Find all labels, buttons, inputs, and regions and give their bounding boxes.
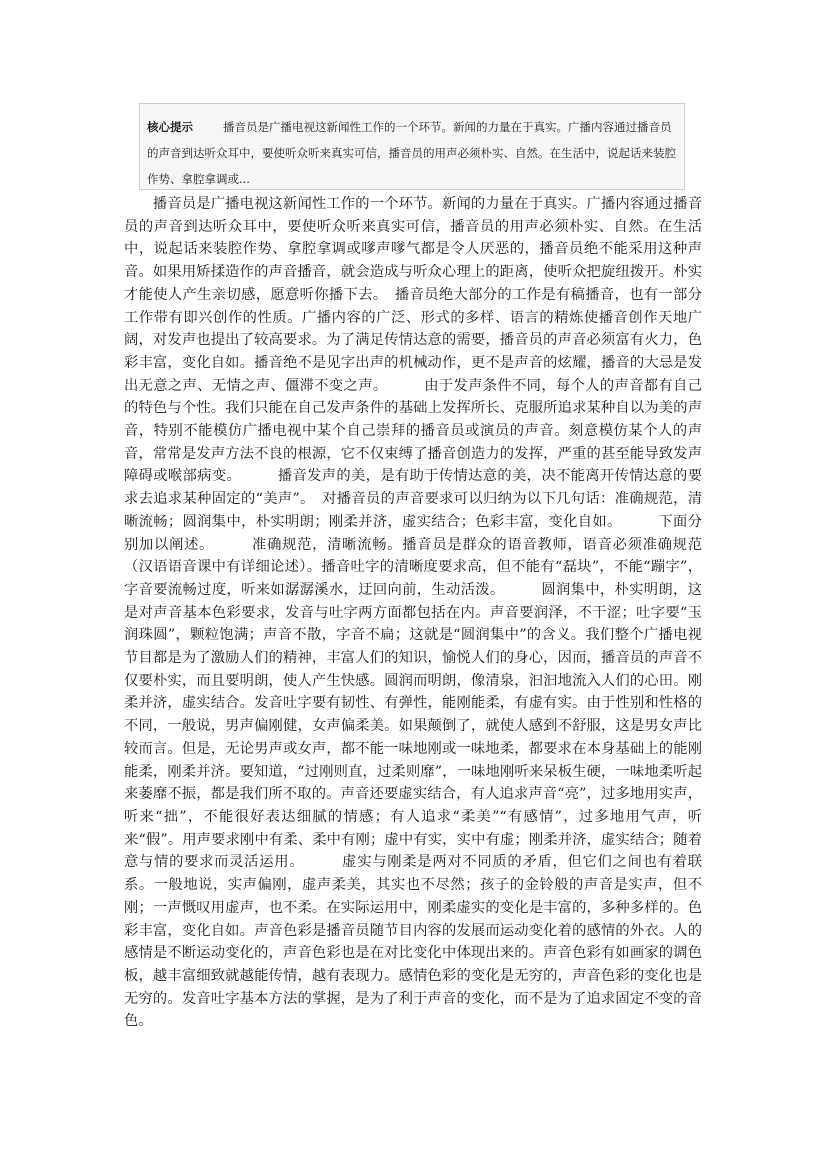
summary-box (139, 103, 685, 190)
summary-text: 播音员是广播电视这新闻性工作的一个环节。新闻的力量在于真实。广播内容通过播音员的声音到达听众耳中，要使听众听来真实可信，播音员的用声必须朴实、自然。在生活中，说起话来装腔作势、拿腔拿调或... (147, 120, 676, 186)
summary-label: 核心提示 (147, 120, 193, 134)
article-body: 播音员是广播电视这新闻性工作的一个环节。新闻的力量在于真实。广播内容通过播音员的声音到达听众耳中，要使听众听来真实可信，播音员的用声必须朴实、自然。在生活中，说起话来装腔作势、拿腔拿调或嗲声嗲气都是令人厌恶的，播音员绝不能采用这种声音。如果用矫揉造作的声音播音，就会造成与听众心理上的距离，使听众把旋纽拨开。朴实才能使人产生亲切感，愿意听你播下去。 播音员绝大部分的工作是有稿播音，也有一部分工作带有即兴创作的性质。广播内容的广泛、形式的多样、语言的精炼使播音创作天地广阔，对发声也提出了较高要求。为了满足传情达意的需要，播音员的声音必须富有火力，色彩丰富，变化自如。播音绝不是见字出声的机械动作，更不是声音的炫耀，播音的大忌是发出无意之声、无情之声、僵滞不变之声。 由于发声条件不同，每个人的声音都有自己的特色与个性。我们只能在自己发声条件的基础上发挥所长、克服所追求某种自以为美的声音，特别不能模仿广播电视中某个自己崇拜的播音员或演员的声音。刻意模仿某个人的声音，常常是发声方法不良的根源，它不仅束缚了播音创造力的发挥，严重的甚至能导致发声障碍或喉部病变。 播音发声的美，是有助于传情达意的美，决不能离开传情达意的要求去追求某种固定的“美声”。 对播音员的声音要求可以归纳为以下几句话：准确规范，清晰流畅；圆润集中，朴实明朗；刚柔并济，虚实结合；色彩丰富，变化自如。 下面分别加以阐述。 准确规范，清晰流畅。播音员是群众的语音教师，语音必须准确规范（汉语语音课中有详细论述）。播音吐字的清晰度要求高，但不能有“磊块”，不能“蹦字”，字音要流畅过度，听来如潺潺溪水，迂回向前，生动活泼。 圆润集中，朴实明朗，这是对声音基本色彩要求，发音与吐字两方面都包括在内。声音要润泽，不干涩；吐字要“玉润珠圆”，颗粒饱满；声音不散，字音不扁；这就是“圆润集中”的含义。我们整个广播电视节目都是为了激励人们的精神，丰富人们的知识，愉悦人们的身心，因而，播音员的声音不仅要朴实，而且要明朗，使人产生快感。圆润而明朗，像清泉，汩汩地流入人们的心田。刚柔并济，虚实结合。发音吐字要有韧性、有弹性，能刚能柔，有虚有实。由于性别和性格的不同，一般说，男声偏刚健，女声偏柔美。如果颠倒了，就使人感到不舒服，这是男女声比较而言。但是，无论男声或女声，都不能一味地刚或一味地柔，都要求在本身基础上的能刚能柔，刚柔并济。要知道，“过刚则直，过柔则靡”，一味地刚听来呆板生硬，一味地柔听起来萎靡不振，都是我们所不取的。声音还要虚实结合，有人追求声音“亮”，过多地用实声，听来“拙”，不能很好表达细腻的情感；有人追求“柔美”“有感情”，过多地用气声，听来“假”。用声要求刚中有柔、柔中有刚；虚中有实，实中有虚；刚柔并济，虚实结合；随着意与情的要求而灵活运用。 虚实与刚柔是两对不同质的矛盾，但它们之间也有着联系。一般地说，实声偏刚，虚声柔美，其实也不尽然；孩子的金铃般的声音是实声，但不刚；一声慨叹用虚声，也不柔。在实际运用中，刚柔虚实的变化是丰富的，多种多样的。色彩丰富，变化自如。声音色彩是播音员随节目内容的发展而运动变化着的感情的外衣。人的感情是不断运动变化的，声音色彩也是在对比变化中体现出来的。声音色彩有如画家的调色板，越丰富细致就越能传情，越有表现力。感情色彩的变化是无穷的，声音色彩的变化也是无穷的。发音吐字基本方法的掌握，是为了利于声音的变化，而不是为了追求固定不变的音色。 (124, 196, 702, 1030)
